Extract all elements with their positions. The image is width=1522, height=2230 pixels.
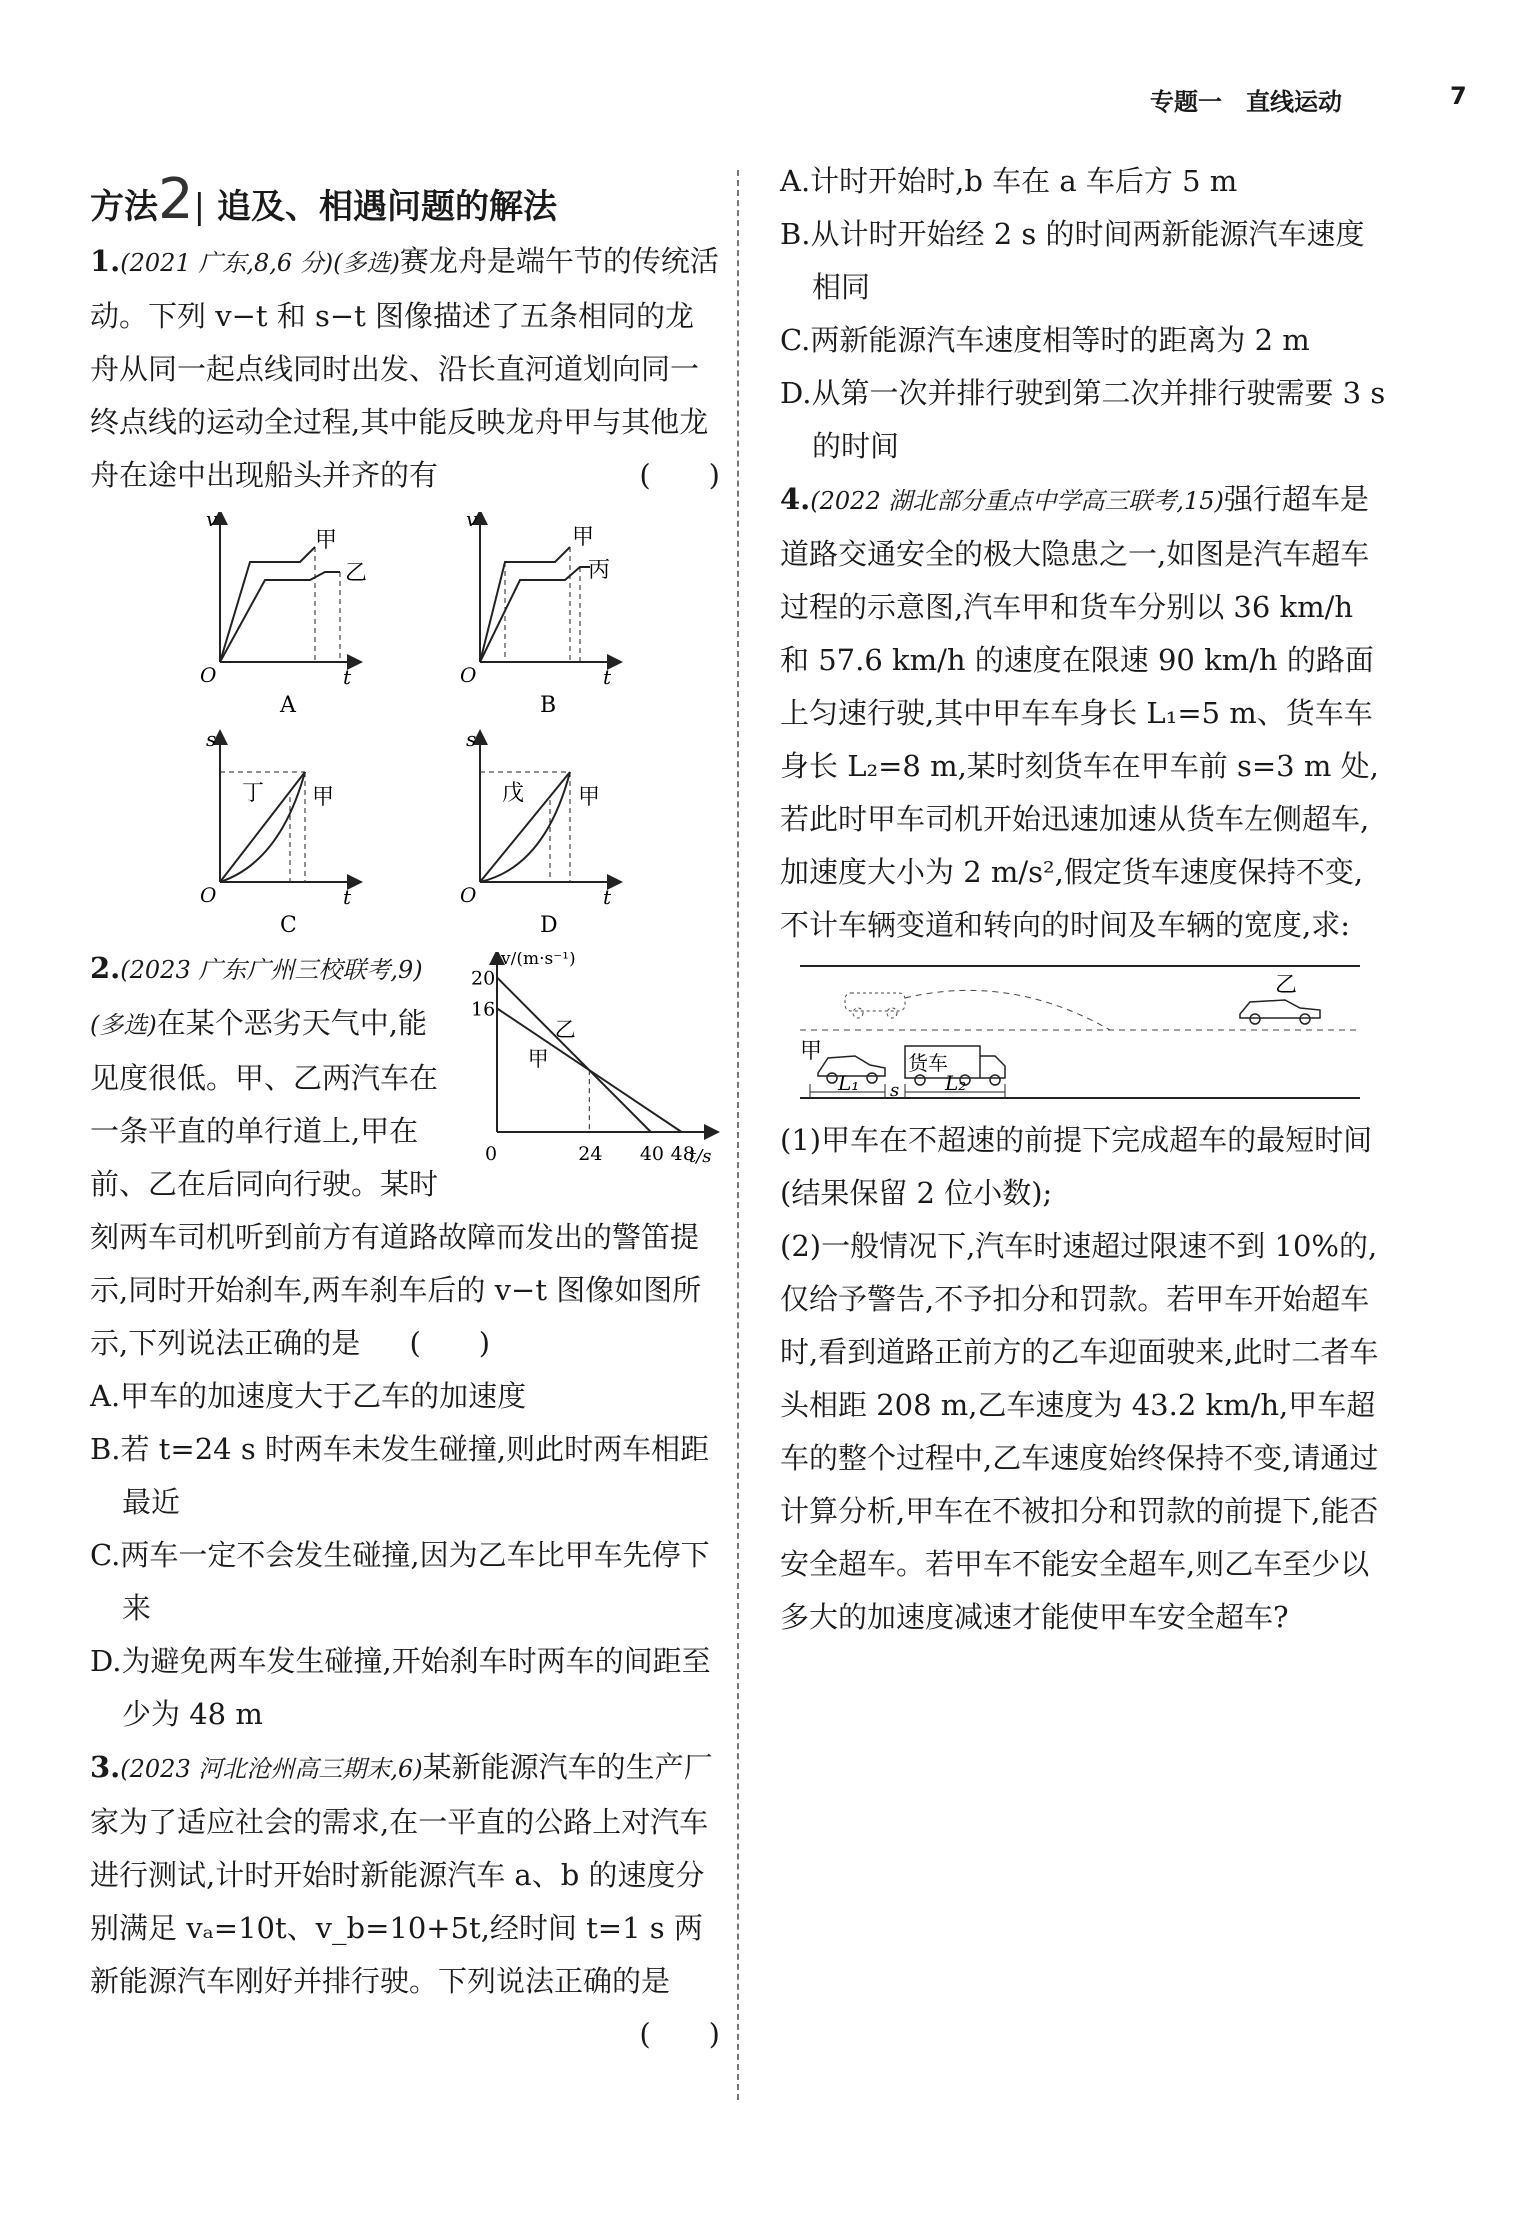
l2-label: L₂ [945, 1071, 967, 1095]
car-yi [1240, 1000, 1320, 1024]
option-text: 为避免两车发生碰撞,开始刹车时两车的间距至少为 48 m [121, 1644, 711, 1731]
method-bar: | [193, 187, 206, 227]
graph-caption: D [540, 913, 558, 938]
curve-label: 丁 [242, 781, 265, 806]
x-axis-label: t [603, 885, 612, 909]
question-text: 某新能源汽车的生产厂家为了适应社会的需求,在一平直的公路上对汽车进行测试,计时开始时新能源汽车 a、b 的速度分别满足 vₐ=10t、v_b=10+5t,经时间 t=1 s 两新能源汽车刚好并排行驶。下列说法正确的是 [90, 1750, 713, 1998]
option-text: 甲车的加速度大于乙车的加速度 [120, 1379, 527, 1413]
option-a[interactable] [90, 1370, 720, 1423]
method-label: 方法 [90, 187, 158, 227]
option-text: 计时开始时,b 车在 a 车后方 5 m [810, 164, 1238, 198]
page-number: 7 [1450, 82, 1467, 110]
y-axis-label: s [466, 727, 477, 751]
question-2 [90, 942, 720, 1741]
option-key: C. [780, 323, 811, 357]
y-axis-label: s [206, 727, 217, 751]
question-source: (2021 广东,8,6 分)(多选) [120, 249, 400, 277]
answer-bracket: ( ) [639, 2017, 720, 2051]
origin-label: O [200, 883, 217, 907]
car-yi-label: 乙 [1275, 973, 1298, 998]
ghost-car [845, 993, 905, 1018]
series-label-jia: 甲 [527, 1047, 549, 1072]
q2-vt-graph [455, 952, 720, 1167]
series-line-yi [497, 977, 651, 1132]
graph-a [200, 512, 367, 718]
question-source: (2023 河北沧州高三期末,6) [120, 1755, 423, 1783]
x-axis-label: t [603, 665, 612, 689]
option-text: 两新能源汽车速度相等时的距离为 2 m [810, 323, 1310, 357]
section-title: 专题一 直线运动 [1150, 88, 1342, 116]
x-tick-label: 40 [639, 1143, 665, 1165]
origin-label: O [200, 663, 217, 687]
answer-bracket: ( ) [639, 458, 720, 492]
truck-label: 货车 [908, 1051, 948, 1075]
question-text: 在某个恶劣天气中,能见度很低。甲、乙两汽车在一条平直的单行道上,甲在前、乙在后同向行驶。某时刻两车司机听到前方有道路故障而发出的警笛提示,同时开始刹车,两车刹车后的 v−t 图像如图所示,下列说法正确的是 [90, 1006, 702, 1360]
column-divider [737, 170, 739, 2100]
curve-label: 甲 [315, 528, 338, 553]
x-axis-label: t/s [689, 1146, 712, 1167]
x-axis-label: t [343, 665, 352, 689]
option-key: B. [90, 1432, 121, 1466]
question-number: 1. [90, 244, 121, 278]
right-column [780, 155, 1390, 1644]
question-number: 3. [90, 1750, 121, 1784]
q3-option-a[interactable] [780, 155, 1390, 208]
option-c[interactable] [90, 1529, 720, 1635]
curve-label: 丙 [588, 558, 611, 583]
option-text: 从计时开始经 2 s 的时间两新能源汽车速度相同 [810, 217, 1365, 304]
answer-bracket: ( ) [409, 1326, 491, 1360]
y-tick-label: 16 [471, 998, 496, 1021]
q3-option-d[interactable] [780, 367, 1390, 473]
car-jia-label: 甲 [800, 1039, 823, 1064]
graph-d [460, 727, 615, 938]
origin-label: 0 [485, 1143, 498, 1165]
option-text: 两车一定不会发生碰撞,因为乙车比甲车先停下来 [120, 1538, 710, 1625]
graph-b [460, 512, 615, 718]
question-source: (2022 湖北部分重点中学高三联考,15) [810, 487, 1224, 515]
left-column [90, 165, 720, 2061]
q3-option-b[interactable] [780, 208, 1390, 314]
option-key: A. [90, 1379, 121, 1413]
question-number: 2. [90, 951, 121, 985]
option-key: D. [780, 376, 812, 410]
option-text: 若 t=24 s 时两车未发生碰撞,则此时两车相距最近 [120, 1432, 710, 1519]
y-axis-label: v/(m·s⁻¹) [501, 952, 576, 969]
l1-label: L₁ [838, 1071, 860, 1095]
option-d[interactable] [90, 1635, 720, 1741]
overtaking-diagram [780, 958, 1380, 1108]
graph-caption: C [280, 913, 297, 938]
y-tick-label: 20 [471, 967, 496, 990]
option-key: B. [780, 217, 811, 251]
graph-caption: B [540, 693, 557, 718]
curve-label: 甲 [578, 785, 601, 810]
q1-graphs [90, 512, 710, 942]
question-text: 强行超车是道路交通安全的极大隐患之一,如图是汽车超车过程的示意图,汽车甲和货车分别以 36 km/h 和 57.6 km/h 的速度在限速 90 km/h 的路面上匀速行驶,其中甲车车身长 L₁=5 m、货车车身长 L₂=8 m,某时刻货车在甲车前 s=3 m 处,若此时甲车司机开始迅速加速从货车左侧超车,加速度大小为 2 m/s²,假定货车速度保持不变,不计车辆变道和转向的时间及车辆的宽度,求: [780, 482, 1379, 942]
x-tick-label: 24 [578, 1143, 603, 1165]
series-label-yi: 乙 [554, 1017, 576, 1042]
option-key: D. [90, 1644, 122, 1678]
page-header [1150, 82, 1467, 117]
option-text: 从第一次并排行驶到第二次并排行驶需要 3 s 的时间 [811, 376, 1386, 463]
origin-label: O [460, 883, 477, 907]
origin-label: O [460, 663, 477, 687]
x-axis-label: t [343, 885, 352, 909]
q4-sub-1: (1)甲车在不超速的前提下完成超车的最短时间(结果保留 2 位小数); [780, 1123, 1373, 1210]
method-number: 2 [158, 167, 194, 232]
y-axis-label: v [466, 512, 478, 531]
curve-label: 甲 [572, 525, 595, 550]
graph-caption: A [280, 693, 296, 718]
method-title: 追及、相遇问题的解法 [216, 187, 557, 227]
curve-label: 甲 [312, 785, 335, 810]
q3-option-c[interactable] [780, 314, 1390, 367]
question-number: 4. [780, 482, 811, 516]
question-3 [90, 1741, 720, 2051]
option-key: C. [90, 1538, 121, 1572]
x-tick-label: 48 [670, 1143, 695, 1165]
graph-c [200, 727, 355, 938]
q4-sub-2: (2)一般情况下,汽车时速超过限速不到 10%的,仅给予警告,不予扣分和罚款。若甲车开始超车时,看到道路正前方的乙车迎面驶来,此时二者车头相距 208 m,乙车速度为 43.2 km/h,甲车超车的整个过程中,乙车速度始终保持不变,请通过计算分析,甲车在不被扣分和罚款的前提下,能否安全超车。若甲车不能安全超车,则乙车至少以多大的加速度减速才能使甲车安全超车? [780, 1229, 1379, 1634]
option-b[interactable] [90, 1423, 720, 1529]
curve-label: 戊 [502, 781, 525, 806]
question-text: 赛龙舟是端午节的传统活动。下列 v−t 和 s−t 图像描述了五条相同的龙舟从同一起点线同时出发、沿长直河道划向同一终点线的运动全过程,其中能反映龙舟甲与其他龙舟在途中出现船头并齐的有 [90, 244, 719, 492]
method-heading [90, 165, 720, 235]
question-source: (2023 广东广州三校联考,9)(多选) [90, 956, 423, 1039]
curve-label: 乙 [345, 561, 368, 586]
question-4 [780, 473, 1390, 952]
question-1 [90, 235, 720, 502]
option-key: A. [780, 164, 811, 198]
y-axis-label: v [206, 512, 218, 531]
s-label: s [890, 1080, 900, 1101]
